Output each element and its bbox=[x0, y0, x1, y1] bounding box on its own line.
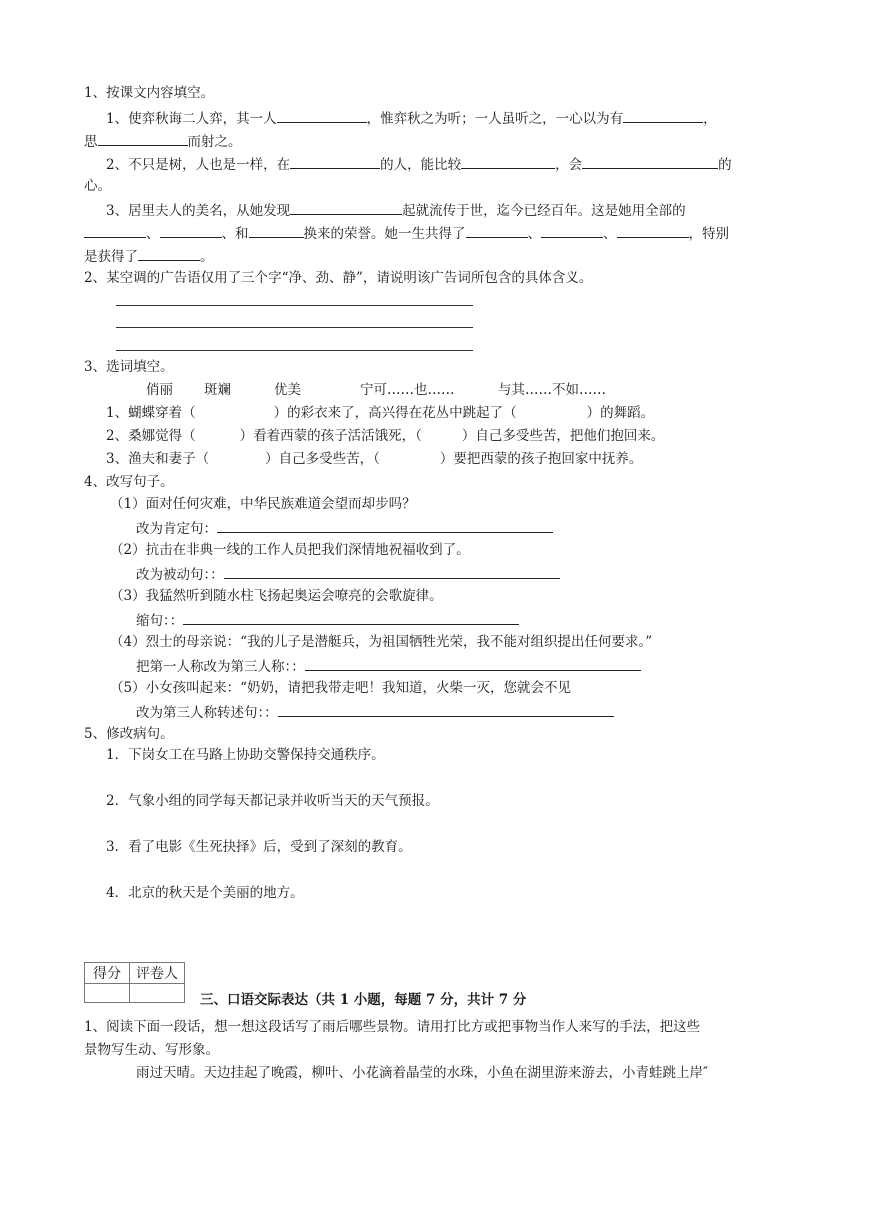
q1-text-c: ， bbox=[703, 111, 717, 127]
rewrite-q4-prompt: 把第一人称改为第三人称：： bbox=[136, 659, 305, 675]
q1-blank-1[interactable] bbox=[277, 108, 367, 123]
q2-blank-2[interactable] bbox=[461, 154, 555, 169]
q1-text-e: 而射之。 bbox=[187, 134, 242, 150]
rewrite-q3: （3）我猛然听到随水柱飞扬起奥运会嘹亮的会歌旋律。 bbox=[110, 588, 443, 604]
q1-text-b: ，惟弈秋之为听；一人虽听之，一心以为有 bbox=[366, 111, 624, 127]
grader-header: 评卷人 bbox=[130, 963, 185, 984]
q3-blank-5[interactable] bbox=[466, 223, 528, 238]
sick-sentence-4: 4．北京的秋天是个美丽的地方。 bbox=[106, 885, 304, 901]
answer-line-3[interactable] bbox=[116, 350, 473, 351]
rewrite-q2: （2）抗击在非典一线的工作人员把我们深情地祝福收到了。 bbox=[110, 542, 470, 558]
answer-line-1[interactable] bbox=[116, 305, 473, 306]
rewrite-q4-blank[interactable] bbox=[305, 656, 641, 671]
section4-heading: 4、改写句子。 bbox=[84, 474, 174, 490]
s3-text-b: ）自己多受些苦，（ bbox=[265, 451, 380, 467]
s2-text-a: 2、桑娜觉得（ bbox=[106, 428, 196, 444]
q3-text-h: ，特别 bbox=[688, 226, 729, 242]
section1-q1-line2 bbox=[84, 131, 242, 151]
rewrite-q3-blank[interactable] bbox=[183, 610, 519, 625]
section1-q3-line1 bbox=[106, 200, 686, 220]
q3-text-a: 3、居里夫人的美名，从她发现 bbox=[106, 203, 291, 219]
q2-text-b: 的人，能比较 bbox=[380, 157, 462, 173]
rewrite-q5-blank[interactable] bbox=[278, 702, 614, 717]
q3-text-b: 起就流传于世，迄今已经百年。这是她用全部的 bbox=[402, 203, 686, 219]
word-bank bbox=[146, 381, 606, 399]
rewrite-q3-answer bbox=[136, 610, 519, 630]
section1-q1-line1 bbox=[106, 108, 717, 128]
sick-sentence-1: 1．下岗女工在马路上协助交警保持交通秩序。 bbox=[106, 747, 385, 763]
rewrite-q1: （1）面对任何灾难，中华民族难道会望而却步吗？ bbox=[110, 496, 416, 512]
rewrite-q1-blank[interactable] bbox=[217, 518, 553, 533]
section1-q2-line1 bbox=[106, 154, 732, 174]
q3-blank-4[interactable] bbox=[249, 223, 304, 238]
q3-text-d: 、和 bbox=[221, 226, 249, 242]
answer-line-2[interactable] bbox=[116, 327, 473, 328]
q3-blank-3[interactable] bbox=[160, 223, 222, 238]
section1-heading: 1、按课文内容填空。 bbox=[84, 85, 215, 101]
word-3: 优美 bbox=[274, 382, 301, 398]
q3-text-e: 换来的荣誉。她一生共得了 bbox=[303, 226, 466, 242]
sick-sentence-3: 3．看了电影《生死抉择》后，受到了深刻的教育。 bbox=[106, 839, 412, 855]
q3-blank-8[interactable] bbox=[138, 246, 200, 261]
sick-sentence-2: 2．气象小组的同学每天都记录并收听当天的天气预报。 bbox=[106, 793, 439, 809]
rewrite-q5-answer bbox=[136, 702, 614, 722]
s1-text-b: ）的彩衣来了，高兴得在花丛中跳起了（ bbox=[273, 405, 517, 421]
grader-cell[interactable] bbox=[130, 984, 185, 1003]
rewrite-q2-blank[interactable] bbox=[224, 564, 560, 579]
q3-text-i: 是获得了 bbox=[84, 249, 138, 265]
q3-blank-1[interactable] bbox=[290, 200, 402, 215]
section3-s1 bbox=[106, 404, 654, 422]
q2-text-c: ，会 bbox=[555, 157, 583, 173]
s1-text-c: ）的舞蹈。 bbox=[586, 405, 655, 421]
rewrite-q4-answer bbox=[136, 656, 641, 676]
s2-text-b: ）看着西蒙的孩子活活饿死，（ bbox=[239, 428, 422, 444]
q2-text-a: 2、不只是树，人也是一样，在 bbox=[106, 157, 291, 173]
word-2: 斑斓 bbox=[204, 382, 231, 398]
rewrite-q4: （4）烈士的母亲说：“我的儿子是潜艇兵，为祖国牺牲光荣，我不能对组织提出任何要求。” bbox=[110, 634, 653, 650]
rewrite-q5: （5）小女孩叫起来：“奶奶，请把我带走吧！我知道，火柴一灭，您就会不见 bbox=[110, 680, 571, 696]
q1-text-a: 1、使弈秋诲二人弈，其一人 bbox=[106, 111, 277, 127]
section1-q2-line2: 心。 bbox=[84, 178, 111, 194]
q3-blank-6[interactable] bbox=[541, 223, 603, 238]
rewrite-q1-prompt: 改为肯定句： bbox=[136, 521, 217, 537]
q1-blank-2[interactable] bbox=[623, 108, 703, 123]
part3-q1-line2: 景物写生动、写形象。 bbox=[84, 1042, 219, 1058]
section2-heading: 2、某空调的广告语仅用了三个字“净、劲、静”，请说明该广告词所包含的具体含义。 bbox=[84, 270, 593, 286]
q1-text-d: 思 bbox=[84, 134, 98, 150]
word-5: 与其……不如…… bbox=[498, 382, 606, 398]
word-1: 俏丽 bbox=[146, 382, 173, 398]
q3-blank-2[interactable] bbox=[84, 223, 146, 238]
q2-text-d: 的 bbox=[718, 157, 732, 173]
q3-text-f: 、 bbox=[527, 226, 541, 242]
rewrite-q2-answer bbox=[136, 564, 560, 584]
part3-title: 三、口语交际表达（共 1 小题，每题 7 分，共计 7 分 bbox=[200, 992, 527, 1008]
q2-blank-3[interactable] bbox=[582, 154, 718, 169]
q3-blank-7[interactable] bbox=[617, 223, 689, 238]
section5-heading: 5、修改病句。 bbox=[84, 726, 174, 742]
part3-passage: 雨过天晴。天边挂起了晚霞，柳叶、小花滴着晶莹的水珠，小鱼在湖里游来游去，小青蛙跳上岸″ bbox=[136, 1065, 709, 1081]
part3-q1-line1: 1、阅读下面一段话，想一想这段话写了雨后哪些景物。请用打比方或把事物当作人来写的手法，把这些 bbox=[84, 1019, 701, 1035]
section3-s2 bbox=[106, 427, 664, 445]
rewrite-q5-prompt: 改为第三人称转述句：： bbox=[136, 705, 278, 721]
score-cell[interactable] bbox=[85, 984, 130, 1003]
q3-text-j: 。 bbox=[200, 249, 214, 265]
q1-blank-3[interactable] bbox=[98, 131, 188, 146]
rewrite-q2-prompt: 改为被动句：： bbox=[136, 567, 224, 583]
section1-q3-line2 bbox=[84, 223, 729, 243]
s2-text-c: ）自己多受些苦，把他们抱回来。 bbox=[461, 428, 665, 444]
word-4: 宁可……也…… bbox=[360, 382, 455, 398]
s3-text-a: 3、渔夫和妻子（ bbox=[106, 451, 210, 467]
q2-blank-1[interactable] bbox=[290, 154, 380, 169]
section3-s3 bbox=[106, 450, 642, 468]
rewrite-q1-answer bbox=[136, 518, 553, 538]
s3-text-c: ）要把西蒙的孩子抱回家中抚养。 bbox=[439, 451, 643, 467]
score-header: 得分 bbox=[85, 963, 130, 984]
s1-text-a: 1、蝴蝶穿着（ bbox=[106, 405, 196, 421]
rewrite-q3-prompt: 缩句：： bbox=[136, 613, 184, 629]
q3-text-c: 、 bbox=[146, 226, 160, 242]
q3-text-g: 、 bbox=[603, 226, 617, 242]
section3-heading: 3、选词填空。 bbox=[84, 359, 174, 375]
score-table bbox=[84, 962, 185, 1003]
section1-q3-line3 bbox=[84, 246, 214, 266]
